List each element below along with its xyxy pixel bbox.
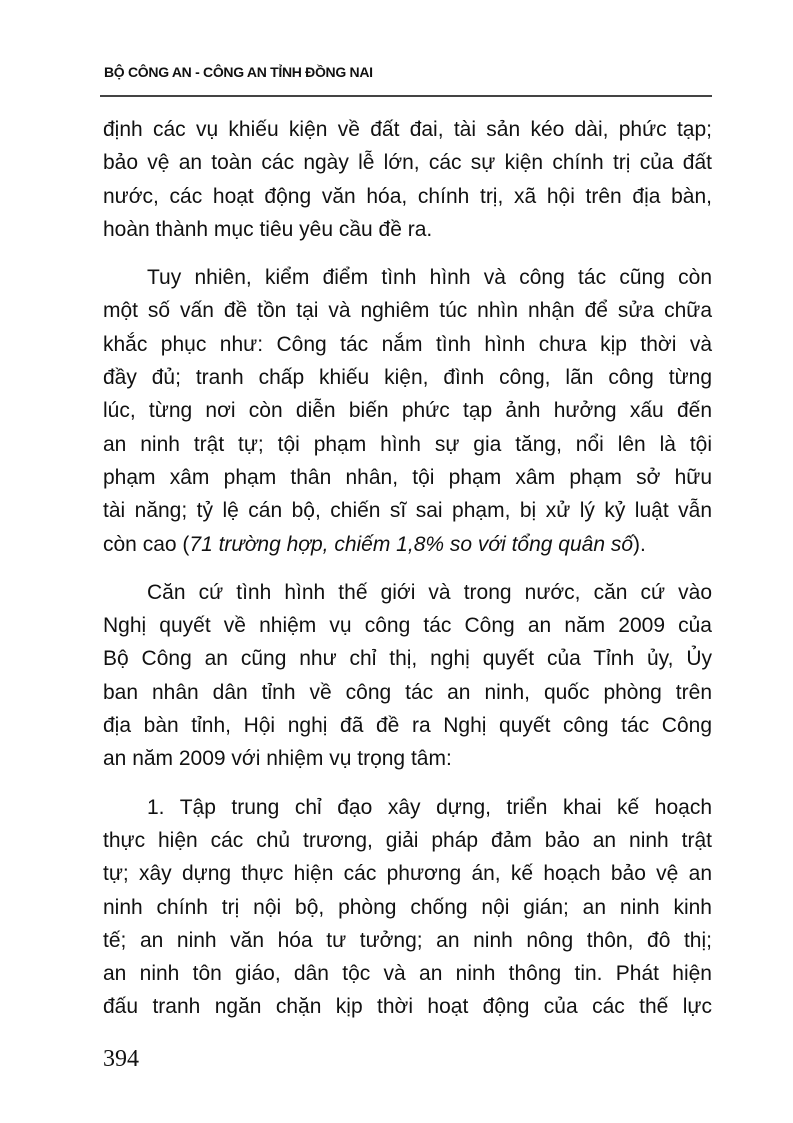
text-fragment: còn cao ( xyxy=(103,532,190,556)
text-line: tài năng; tỷ lệ cán bộ, chiến sĩ sai phạm, bị xử lý kỷ luật vẫn xyxy=(103,499,712,523)
header-rule xyxy=(100,95,712,97)
text-line: địa bàn tỉnh, Hội nghị đã đề ra Nghị quyết công tác Công xyxy=(103,714,712,738)
text-line: lúc, từng nơi còn diễn biến phức tạp ảnh hưởng xấu đến xyxy=(103,399,712,423)
page-number: 394 xyxy=(103,1046,139,1072)
paragraph-2 xyxy=(103,261,712,561)
paragraph-1 xyxy=(103,113,712,246)
text-line: an năm 2009 với nhiệm vụ trọng tâm: xyxy=(103,747,452,771)
page-body xyxy=(103,113,712,1039)
text-line: ban nhân dân tỉnh về công tác an ninh, quốc phòng trên xyxy=(103,680,712,704)
text-line: khắc phục như: Công tác nắm tình hình chưa kịp thời và xyxy=(103,332,712,356)
italic-note: 71 trường hợp, chiếm 1,8% so với tổng quân số xyxy=(189,532,634,556)
text-line: Căn cứ tình hình thế giới và trong nước, căn cứ vào xyxy=(147,580,712,604)
text-fragment: ). xyxy=(633,532,646,556)
text-line: đầy đủ; tranh chấp khiếu kiện, đình công, lãn công từng xyxy=(103,366,712,390)
text-line: thực hiện các chủ trương, giải pháp đảm bảo an ninh trật xyxy=(103,828,712,852)
text-line: định các vụ khiếu kiện về đất đai, tài sản kéo dài, phức tạp; xyxy=(103,118,712,141)
text-line: đấu tranh ngăn chặn kịp thời hoạt động của các thế lực xyxy=(103,995,712,1019)
text-line: hoàn thành mục tiêu yêu cầu đề ra. xyxy=(103,217,433,241)
paragraph-4 xyxy=(103,791,712,1024)
running-header: BỘ CÔNG AN - CÔNG AN TỈNH ĐỒNG NAI xyxy=(104,64,373,80)
text-line: một số vấn đề tồn tại và nghiêm túc nhìn nhận để sửa chữa xyxy=(103,299,712,323)
text-line: phạm xâm phạm thân nhân, tội phạm xâm phạm sở hữu xyxy=(103,465,712,489)
text-line: an ninh tôn giáo, dân tộc và an ninh thông tin. Phát hiện xyxy=(103,962,712,986)
text-line: an ninh trật tự; tội phạm hình sự gia tăng, nổi lên là tội xyxy=(103,432,712,456)
text-line: ninh chính trị nội bộ, phòng chống nội gián; an ninh kinh xyxy=(103,895,712,919)
paragraph-3 xyxy=(103,576,712,776)
text-line: 1. Tập trung chỉ đạo xây dựng, triển khai kế hoạch xyxy=(147,795,712,819)
text-line: tự; xây dựng thực hiện các phương án, kế hoạch bảo vệ an xyxy=(103,862,712,886)
text-line: nước, các hoạt động văn hóa, chính trị, xã hội trên địa bàn, xyxy=(103,184,712,208)
text-line: tế; an ninh văn hóa tư tưởng; an ninh nông thôn, đô thị; xyxy=(103,928,712,952)
text-line: bảo vệ an toàn các ngày lễ lớn, các sự kiện chính trị của đất xyxy=(103,151,712,175)
text-line: Bộ Công an cũng như chỉ thị, nghị quyết của Tỉnh ủy, Ủy xyxy=(103,647,712,671)
text-line: Tuy nhiên, kiểm điểm tình hình và công tác cũng còn xyxy=(147,266,712,290)
text-line: Nghị quyết về nhiệm vụ công tác Công an năm 2009 của xyxy=(103,614,712,638)
text-line xyxy=(103,528,712,561)
